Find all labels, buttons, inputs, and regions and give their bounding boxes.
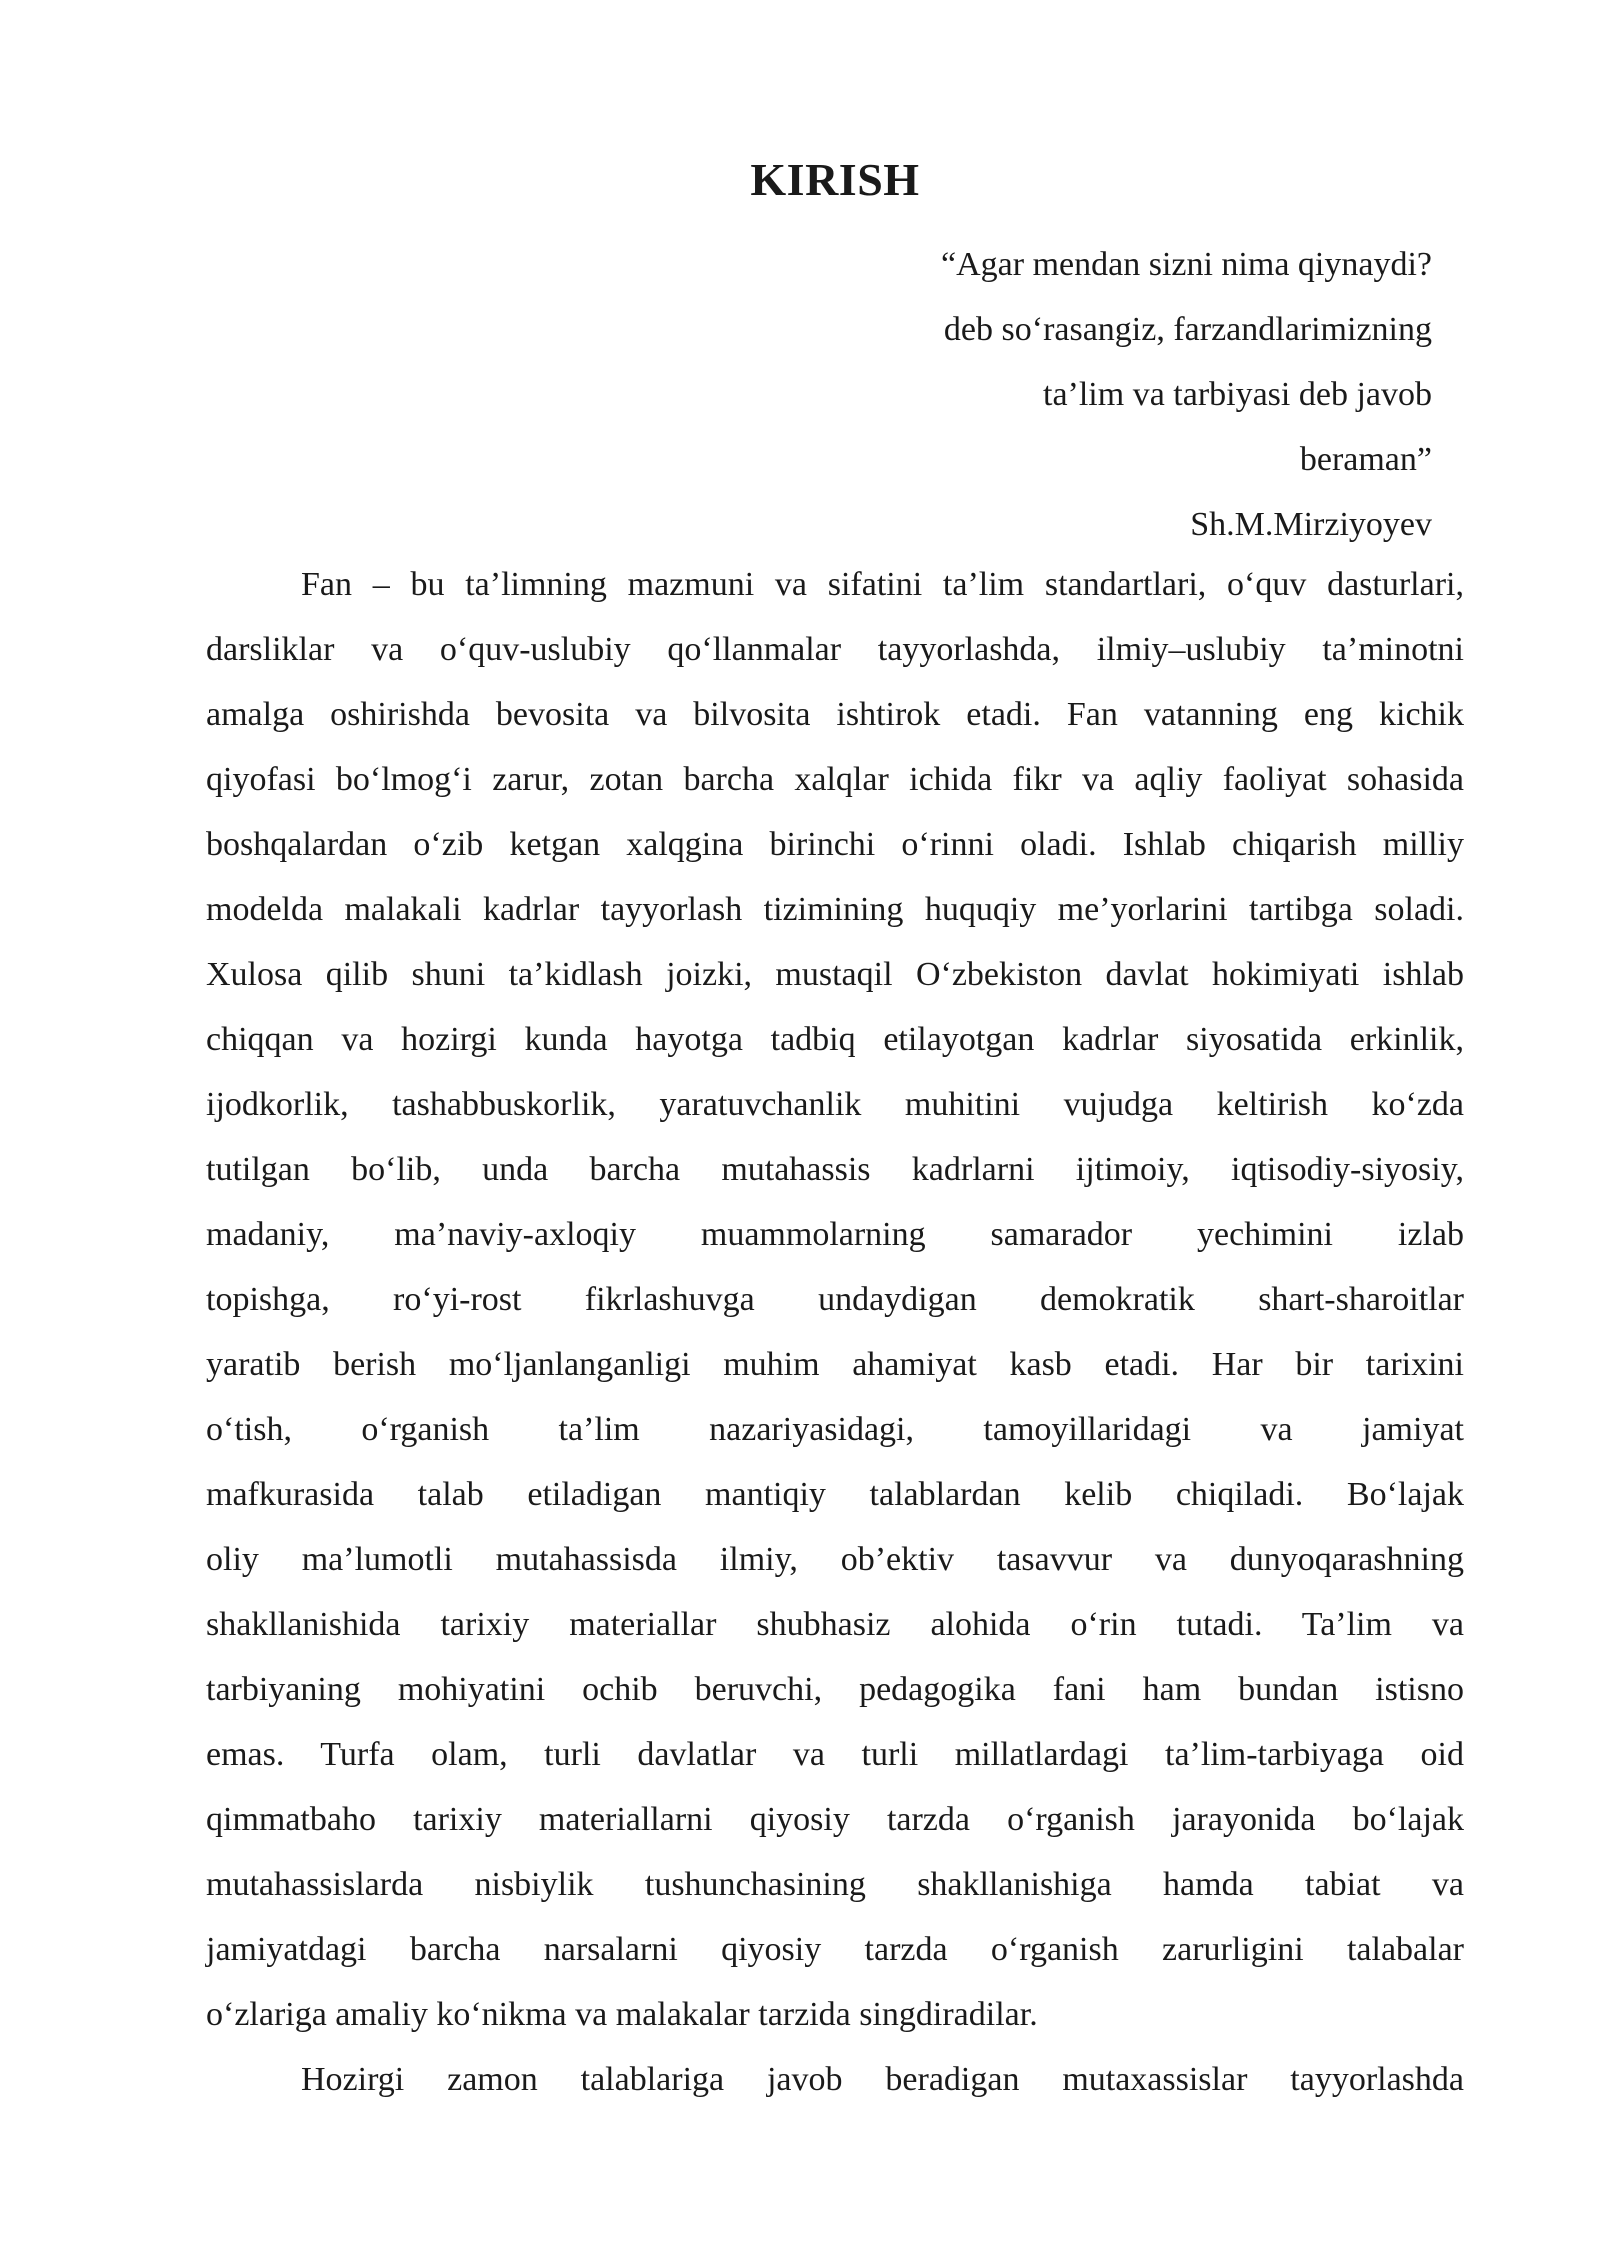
paragraph-line: qiyofasi bo‘lmog‘i zarur, zotan barcha xalqlar ichida fikr va aqliy faoliyat sohasida xyxy=(206,761,1464,798)
paragraph-line: ijodkorlik, tashabbuskorlik, yaratuvchanlik muhitini vujudga keltirish ko‘zda xyxy=(206,1086,1464,1123)
epigraph-line: “Agar mendan sizni nima qiynaydi? xyxy=(941,246,1432,283)
epigraph xyxy=(632,232,1432,557)
paragraph-line: modelda malakali kadrlar tayyorlash tizimining huquqiy me’yorlarini tartibga soladi. xyxy=(206,891,1464,928)
paragraph-line: madaniy, ma’naviy-axloqiy muammolarning samarador yechimini izlab xyxy=(206,1216,1464,1253)
paragraph-line: Hozirgi zamon talablariga javob beradigan mutaxassislar tayyorlashda xyxy=(301,2061,1464,2098)
body-text xyxy=(206,552,1464,2112)
paragraph-line: chiqqan va hozirgi kunda hayotga tadbiq etilayotgan kadrlar siyosatida erkinlik, xyxy=(206,1021,1464,1058)
paragraph-line: mutahassislarda nisbiylik tushunchasining shakllanishiga hamda tabiat va xyxy=(206,1866,1464,1903)
paragraph-line: mafkurasida talab etiladigan mantiqiy talablardan kelib chiqiladi. Bo‘lajak xyxy=(206,1476,1464,1513)
paragraph-line: o‘tish, o‘rganish ta’lim nazariyasidagi, tamoyillaridagi va jamiyat xyxy=(206,1411,1464,1448)
page-title: KIRISH xyxy=(750,154,920,205)
epigraph-line: beraman” xyxy=(1299,441,1432,478)
paragraph-line: jamiyatdagi barcha narsalarni qiyosiy tarzda o‘rganish zarurligini talabalar xyxy=(206,1931,1464,1968)
paragraph-line: tutilgan bo‘lib, unda barcha mutahassis kadrlarni ijtimoiy, iqtisodiy-siyosiy, xyxy=(206,1151,1464,1188)
epigraph-line: ta’lim va tarbiyasi deb javob xyxy=(1043,376,1432,413)
paragraph-line: topishga, ro‘yi-rost fikrlashuvga undaydigan demokratik shart-sharoitlar xyxy=(206,1281,1464,1318)
paragraph-line: oliy ma’lumotli mutahassisda ilmiy, ob’ektiv tasavvur va dunyoqarashning xyxy=(206,1541,1464,1578)
paragraph-line: amalga oshirishda bevosita va bilvosita ishtirok etadi. Fan vatanning eng kichik xyxy=(206,696,1464,733)
paragraph-line: o‘zlariga amaliy ko‘nikma va malakalar tarzida singdiradilar. xyxy=(206,1996,1038,2033)
paragraph-line: Fan – bu ta’limning mazmuni va sifatini ta’lim standartlari, o‘quv dasturlari, xyxy=(301,566,1464,603)
paragraph-line: Xulosa qilib shuni ta’kidlash joizki, mustaqil O‘zbekiston davlat hokimiyati ishlab xyxy=(206,956,1464,993)
paragraph-line: tarbiyaning mohiyatini ochib beruvchi, pedagogika fani ham bundan istisno xyxy=(206,1671,1464,1708)
paragraph-line: yaratib berish mo‘ljanlanganligi muhim ahamiyat kasb etadi. Har bir tarixini xyxy=(206,1346,1464,1383)
paragraph-line: shakllanishida tarixiy materiallar shubhasiz alohida o‘rin tutadi. Ta’lim va xyxy=(206,1606,1464,1643)
paragraph-line: darsliklar va o‘quv-uslubiy qo‘llanmalar tayyorlashda, ilmiy–uslubiy ta’minotni xyxy=(206,631,1464,668)
epigraph-author: Sh.M.Mirziyoyev xyxy=(1190,506,1432,543)
paragraph-line: boshqalardan o‘zib ketgan xalqgina birinchi o‘rinni oladi. Ishlab chiqarish milliy xyxy=(206,826,1464,863)
epigraph-line: deb so‘rasangiz, farzandlarimizning xyxy=(943,311,1432,348)
paragraph-line: emas. Turfa olam, turli davlatlar va turli millatlardagi ta’lim-tarbiyaga oid xyxy=(206,1736,1464,1773)
paragraph-line: qimmatbaho tarixiy materiallarni qiyosiy tarzda o‘rganish jarayonida bo‘lajak xyxy=(206,1801,1464,1838)
